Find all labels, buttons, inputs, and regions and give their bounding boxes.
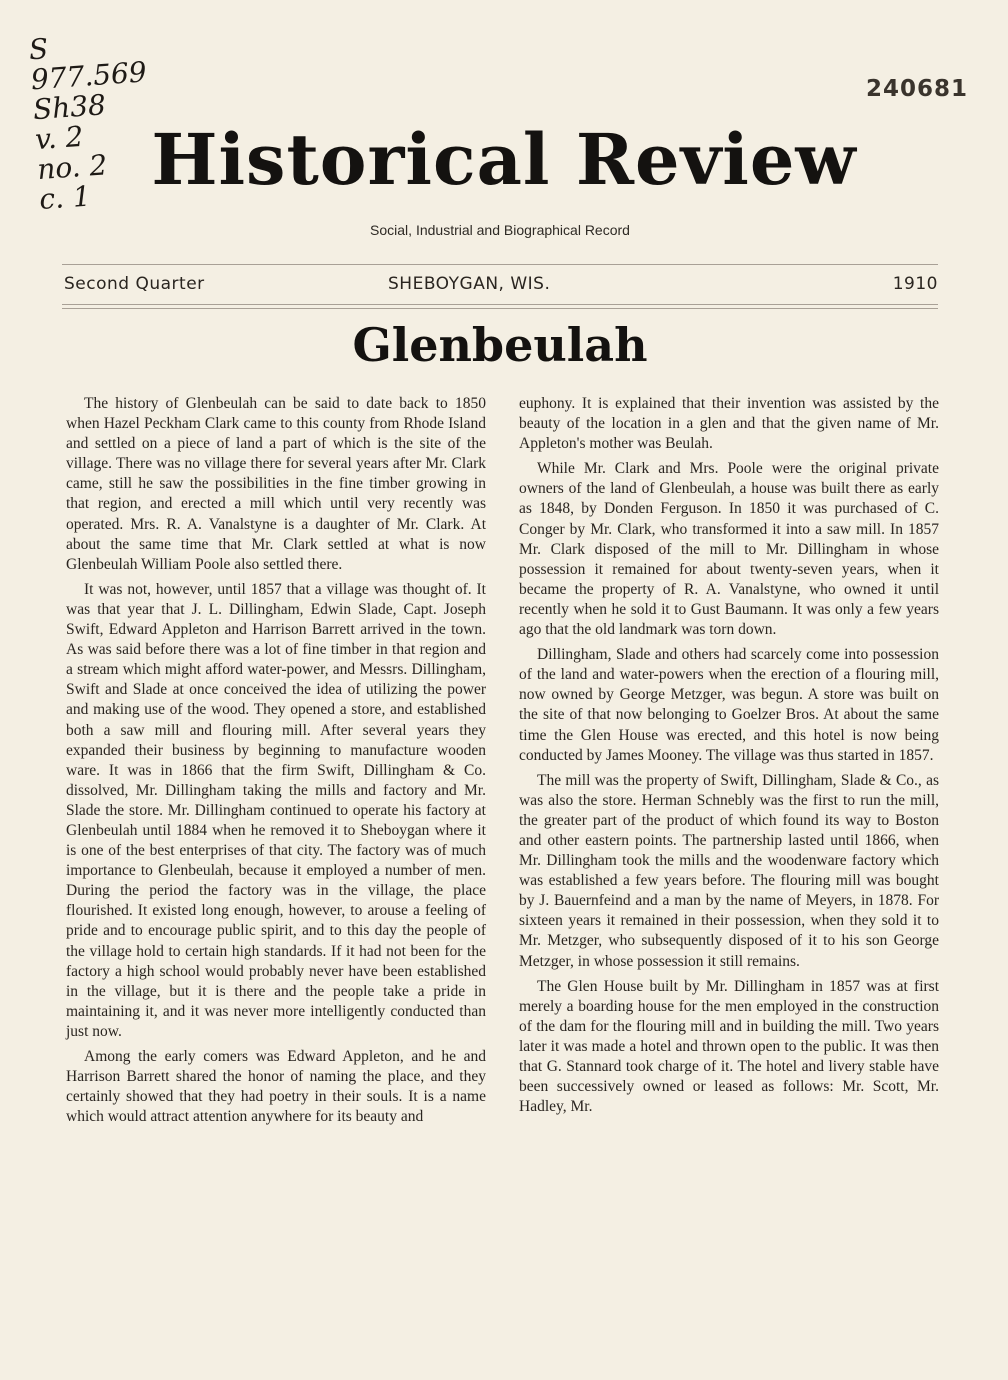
handwritten-line: c. 1	[38, 179, 92, 217]
handwritten-line: v. 2	[34, 119, 85, 157]
paragraph: The mill was the property of Swift, Dillingham, Slade & Co., as was also the store. Herman Schnebly was the first to run the mill, the greater part of the product of which found its way to Boston and other eastern points. The partnership lasted until 1866, when Mr. Dillingham took the mills and the woodenware factory which was established a few years before. The flouring mill was bought by J. Bauernfeind and a man by the name of Meyers, in 1878. For sixteen years it remained in their possession, when they sold it to Mr. Metzger, who subsequently disposed of it to his son George Metzger, in whose possession it still remains.	[519, 771, 939, 970]
masthead-subtitle: Social, Industrial and Biographical Record	[370, 222, 630, 238]
article-column-right	[519, 394, 939, 1122]
issue-quarter: Second Quarter	[64, 274, 205, 294]
paragraph: While Mr. Clark and Mrs. Poole were the original private owners of the land of Glenbeulah, a house was built there as early as 1848, by Donden Ferguson. In 1850 it was purchased of C. Conger by Mr. Clark, who transformed it into a saw mill. In 1857 Mr. Clark disposed of the mill to Mr. Dillingham in whose possession it remained for about twenty-seven years, when it became the property of R. A. Vanalstyne, who owned it until recently when he sold it to Gust Baumann. It was only a few years ago that the old landmark was torn down.	[519, 460, 939, 639]
masthead-title: Historical Review	[151, 118, 857, 201]
paragraph: Dillingham, Slade and others had scarcely come into possession of the land and water-powers when the erection of a flouring mill, now owned by George Metzger, was begun. A store was built on the site of that now belonging to Goelzer Bros. At about the same time the Glen House was erected, and this hotel is now being conducted by James Mooney. The village was thus started in 1857.	[519, 646, 939, 764]
handwritten-line: Sh38	[31, 88, 107, 127]
bottom-rule-double	[62, 308, 938, 309]
issue-year: 1910	[892, 274, 938, 294]
issue-place: SHEBOYGAN, WIS.	[388, 274, 551, 294]
article-column-left	[66, 394, 486, 1132]
top-rule	[62, 264, 938, 265]
paragraph: euphony. It is explained that their invention was assisted by the beauty of the location in a glen and that the given name of Mr. Appleton's mother was Beulah.	[519, 395, 939, 453]
handwritten-line: 977.569	[29, 55, 148, 97]
article-title: Glenbeulah	[352, 318, 648, 372]
paragraph: The Glen House built by Mr. Dillingham in 1857 was at first merely a boarding house for the men employed in the construction of the dam for the flouring mill and in building the mill. Two years later it was made a hotel and thrown open to the public. It was then that G. Stannard took charge of it. The hotel and livery stable have been successively owned or leased as follows: Mr. Scott, Mr. Hadley, Mr.	[519, 977, 939, 1116]
accession-number: 240681	[865, 76, 968, 102]
bottom-rule	[62, 304, 938, 305]
paragraph: It was not, however, until 1857 that a village was thought of. It was that year that J. L. Dillingham, Edwin Slade, Capt. Joseph Swift, Edward Appleton and Harrison Barrett arrived in the town. As was said before there was a lot of fine timber in that region and a stream which might afford water-power, and Messrs. Dillingham, Swift and Slade at once conceived the idea of utilizing the power and making use of the wood. They opened a store, and established both a saw mill and flouring mill. After several years they expanded their business by beginning to manufacture wooden ware. It was in 1866 that the firm Swift, Dillingham & Co. dissolved, Mr. Dillingham taking the mills and factory and Mr. Slade the store. Mr. Dillingham continued to operate his factory at Glenbeulah until 1884 when he removed it to Sheboygan where it is one of the best enterprises of that city. The factory was of much importance to Glenbeulah, because it employed a number of men. During the period the factory was in the village, the place flourished. It existed long enough, however, to arouse a feeling of pride and to encourage public spirit, and to this day the people of the village hold to certain high standards. If it had not been for the factory a high school would probably never have been established in the village, but it is there and the people take a pride in maintaining it, and it was never more intelligently conducted than just now.	[66, 580, 486, 1040]
handwritten-line: no. 2	[36, 148, 109, 187]
paragraph: The history of Glenbeulah can be said to date back to 1850 when Hazel Peckham Clark came to this county from Rhode Island and settled on a piece of land a part of which is the site of the village. There was no village there for several years after Mr. Clark came, still he saw the possibilities in the fine timber growing in that region, and erected a mill which until very recently was operated. Mrs. R. A. Vanalstyne is a daughter of Mr. Clark. At about the same time that Mr. Clark settled at what is now Glenbeulah William Poole also settled there.	[66, 395, 486, 573]
handwritten-line: S	[27, 32, 50, 67]
paragraph: Among the early comers was Edward Appleton, and he and Harrison Barrett shared the honor of naming the place, and they certainly showed that they had poetry in their souls. It is a name which would attract attention anywhere for its beauty and	[66, 1048, 486, 1126]
